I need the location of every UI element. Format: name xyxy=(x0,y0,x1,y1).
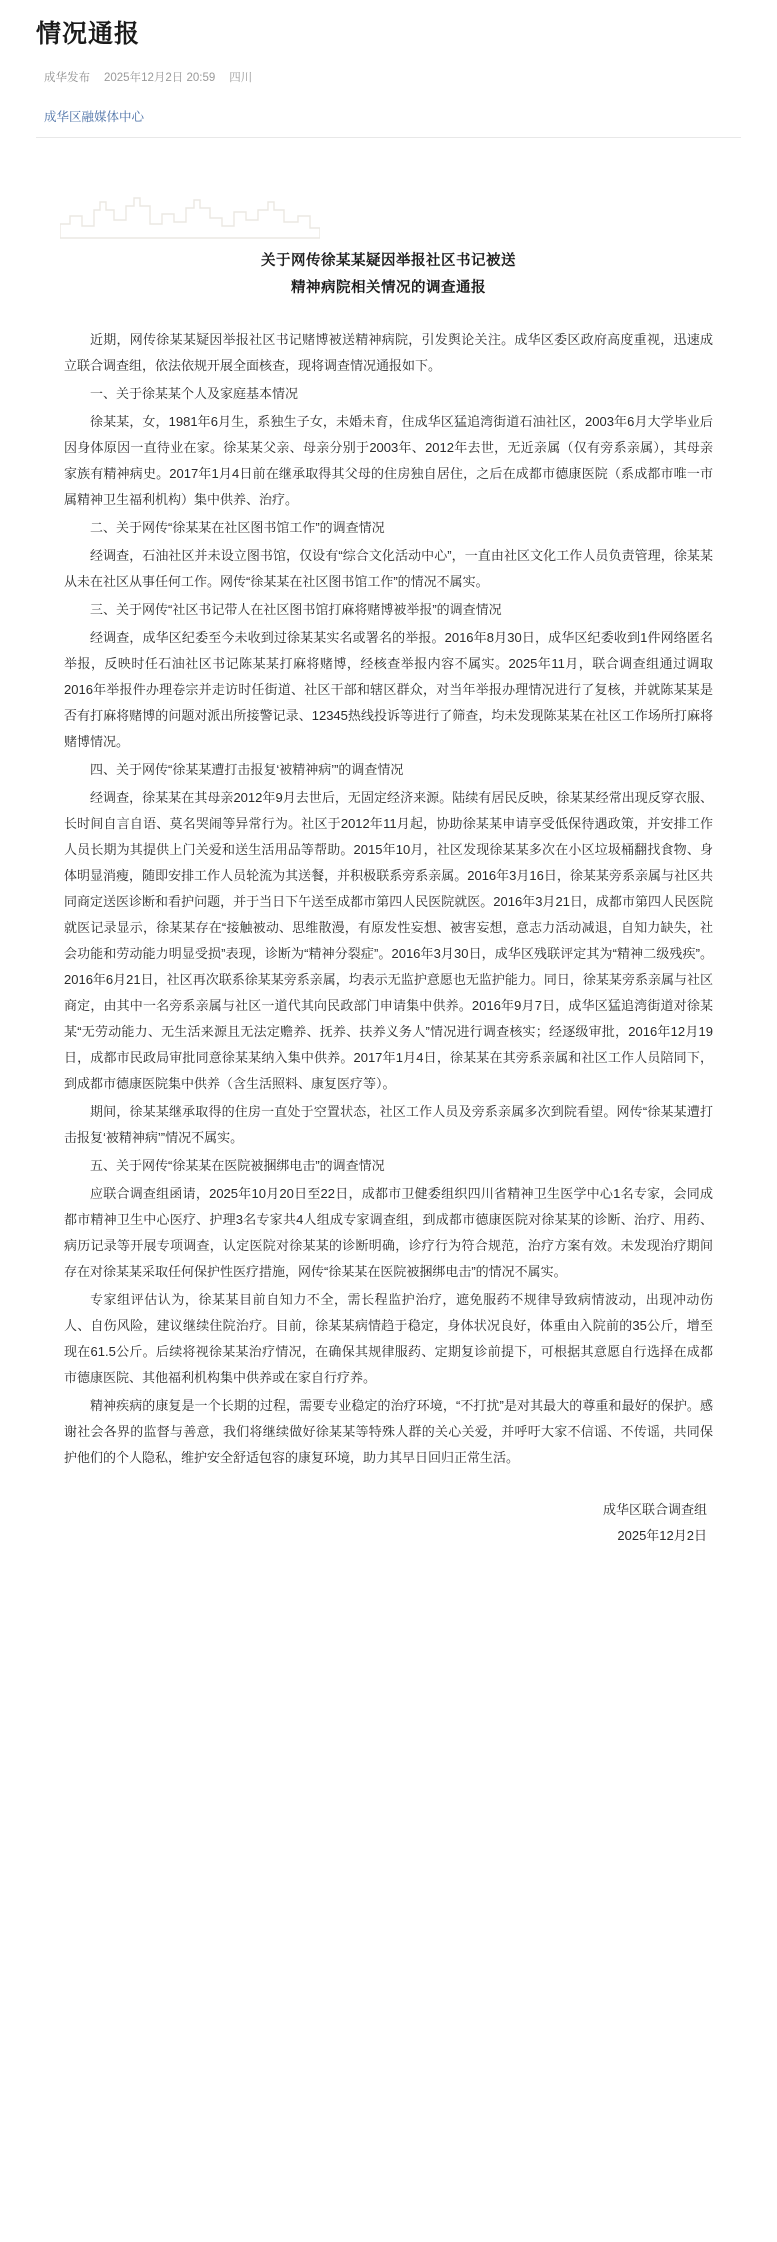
meta-timestamp: 2025年12月2日 20:59 xyxy=(104,71,216,84)
document-title xyxy=(64,248,713,303)
section-heading: 三、关于网传“社区书记带人在社区图书馆打麻将赌博被举报”的调查情况 xyxy=(90,601,502,617)
paragraph: 期间，徐某某继承取得的住房一直处于空置状态，社区工作人员及旁系亲属多次到院看望。网传“徐某某遭打击报复‘被精神病’”情况不属实。 xyxy=(64,1103,713,1145)
paragraph: 精神疾病的康复是一个长期的过程，需要专业稳定的治疗环境，“不打扰”是对其最大的尊重和最好的保护。感谢社会各界的监督与善意，我们将继续做好徐某某等特殊人群的关心关爱，并呼吁大家不信谣、不传谣，共同保护他们的个人隐私，维护安全舒适包容的康复环境，助力其早日回归正常生活。 xyxy=(64,1397,713,1465)
article-meta xyxy=(36,69,741,85)
meta-source: 成华发布 xyxy=(44,71,90,84)
paragraph: 应联合调查组函请，2025年10月20日至22日，成都市卫健委组织四川省精神卫生医学中心1名专家，会同成都市精神卫生中心医疗、护理3名专家共4人组成专家调查组，到成都市德康医院对徐某某的诊断、治疗、用药、病历记录等开展专项调查，认定医院对徐某某的诊断明确，诊疗行为符合规范，治疗方案有效。未发现治疗期间存在对徐某某采取任何保护性医疗措施，网传“徐某某在医院被捆绑电击”的情况不属实。 xyxy=(64,1185,713,1279)
paragraph: 专家组评估认为，徐某某目前自知力不全，需长程监护治疗，遮免服药不规律导致病情波动，出现冲动伤人、自伤风险，建议继续住院治疗。目前，徐某某病情趋于稳定，身体状况良好，体重由入院前的35公斤，增至现在61.5公斤。后续将视徐某某治疗情况，在确保其规律服药、定期复诊前提下，可根据其意愿自行选择在成都市德康医院、其他福利机构集中供养或在家自行疗养。 xyxy=(64,1291,713,1385)
signature-date: 2025年12月2日 xyxy=(617,1527,707,1543)
section-heading: 一、关于徐某某个人及家庭基本情况 xyxy=(90,385,299,401)
header-divider xyxy=(36,137,741,138)
meta-location: 四川 xyxy=(229,71,253,84)
document-title-line-1: 关于网传徐某某疑因举报社区书记被送 xyxy=(261,252,516,269)
media-center-label: 成华区融媒体中心 xyxy=(44,109,145,124)
page-title: 情况通报 xyxy=(36,20,141,48)
paragraph: 经调查，成华区纪委至今未收到过徐某某实名或署名的举报。2016年8月30日，成华区纪委收到1件网络匿名举报，反映时任石油社区书记陈某某打麻将赌博，经核查举报内容不属实。2025年11月，联合调查组通过调取2016年举报件办理卷宗并走访时任街道、社区干部和辖区群众，对当年举报办理情况进行了复核，并就陈某某是否有打麻将赌博的问题对派出所接警记录、12345热线投诉等进行了筛查，均未发现陈某某在社区工作场所打麻将赌博情况。 xyxy=(64,629,713,749)
signature-block xyxy=(64,1497,713,1549)
paragraph: 徐某某，女，1981年6月生，系独生子女，未婚未育，住成华区猛追湾街道石油社区，2003年6月大学毕业后因身体原因一直待业在家。徐某某父亲、母亲分别于2003年、2012年去世，无近亲属（仅有旁系亲属），其母亲家族有精神病史。2017年1月4日前在继承取得其父母的住房独自居住，之后在成都市德康医院（系成都市唯一市属精神卫生福利机构）集中供养、治疗。 xyxy=(64,413,713,507)
section-heading: 四、关于网传“徐某某遭打击报复‘被精神病’”的调查情况 xyxy=(90,761,404,777)
section-heading: 五、关于网传“徐某某在医院被捆绑电击”的调查情况 xyxy=(90,1157,385,1173)
paragraph: 近期，网传徐某某疑因举报社区书记赌博被送精神病院，引发舆论关注。成华区委区政府高度重视，迅速成立联合调查组，依法依规开展全面核查，现将调查情况通报如下。 xyxy=(64,331,713,373)
decorative-skyline-band xyxy=(0,152,777,248)
signature-org: 成华区联合调查组 xyxy=(602,1501,707,1517)
paragraph: 经调查，石油社区并未设立图书馆，仅设有“综合文化活动中心”，一直由社区文化工作人员负责管理，徐某某从未在社区从事任何工作。网传“徐某某在社区图书馆工作”的情况不属实。 xyxy=(64,547,713,589)
skyline-icon xyxy=(60,180,320,240)
document-title-line-2: 精神病院相关情况的调查通报 xyxy=(291,280,486,297)
section-heading: 二、关于网传“徐某某在社区图书馆工作”的调查情况 xyxy=(90,519,385,535)
document-body xyxy=(0,248,777,1589)
article-header xyxy=(0,0,777,125)
paragraph: 经调查，徐某某在其母亲2012年9月去世后，无固定经济来源。陆续有居民反映，徐某某经常出现反穿衣服、长时间自言自语、莫名哭闹等异常行为。社区于2012年11月起，协助徐某某申请享受低保待遇政策，并安排工作人员长期为其提供上门关爱和送生活用品等帮助。2015年10月，社区发现徐某某多次在小区垃圾桶翻找食物、身体明显消瘦，随即安排工作人员轮流为其送餐，并积极联系旁系亲属。2016年3月16日，徐某某旁系亲属与社区共同商定送医诊断和看护问题，并于当日下午送至成都市第四人民医院就医。2016年3月21日，成都市第四人民医院就医记录显示，徐某某存在“接触被动、思维散漫，有原发性妄想、被害妄想，意志力活动减退，自知力缺失，社会功能和劳动能力明显受损”表现，诊断为“精神分裂症”。2016年3月30日，成华区残联评定其为“精神二级残疾”。2016年6月21日，社区再次联系徐某某旁系亲属，均表示无监护意愿也无监护能力。同日，徐某某旁系亲属与社区商定，由其中一名旁系亲属与社区一道代其向民政部门申请集中供养。2016年9月7日，成华区猛追湾街道对徐某某“无劳动能力、无生活来源且无法定赡养、抚养、扶养义务人”情况进行调查核实；经逐级审批，2016年12月19日，成都市民政局审批同意徐某某纳入集中供养。2017年1月4日，徐某某在其旁系亲属和社区工作人员陪同下，到成都市德康医院集中供养（含生活照料、康复医疗等）。 xyxy=(64,789,713,1091)
